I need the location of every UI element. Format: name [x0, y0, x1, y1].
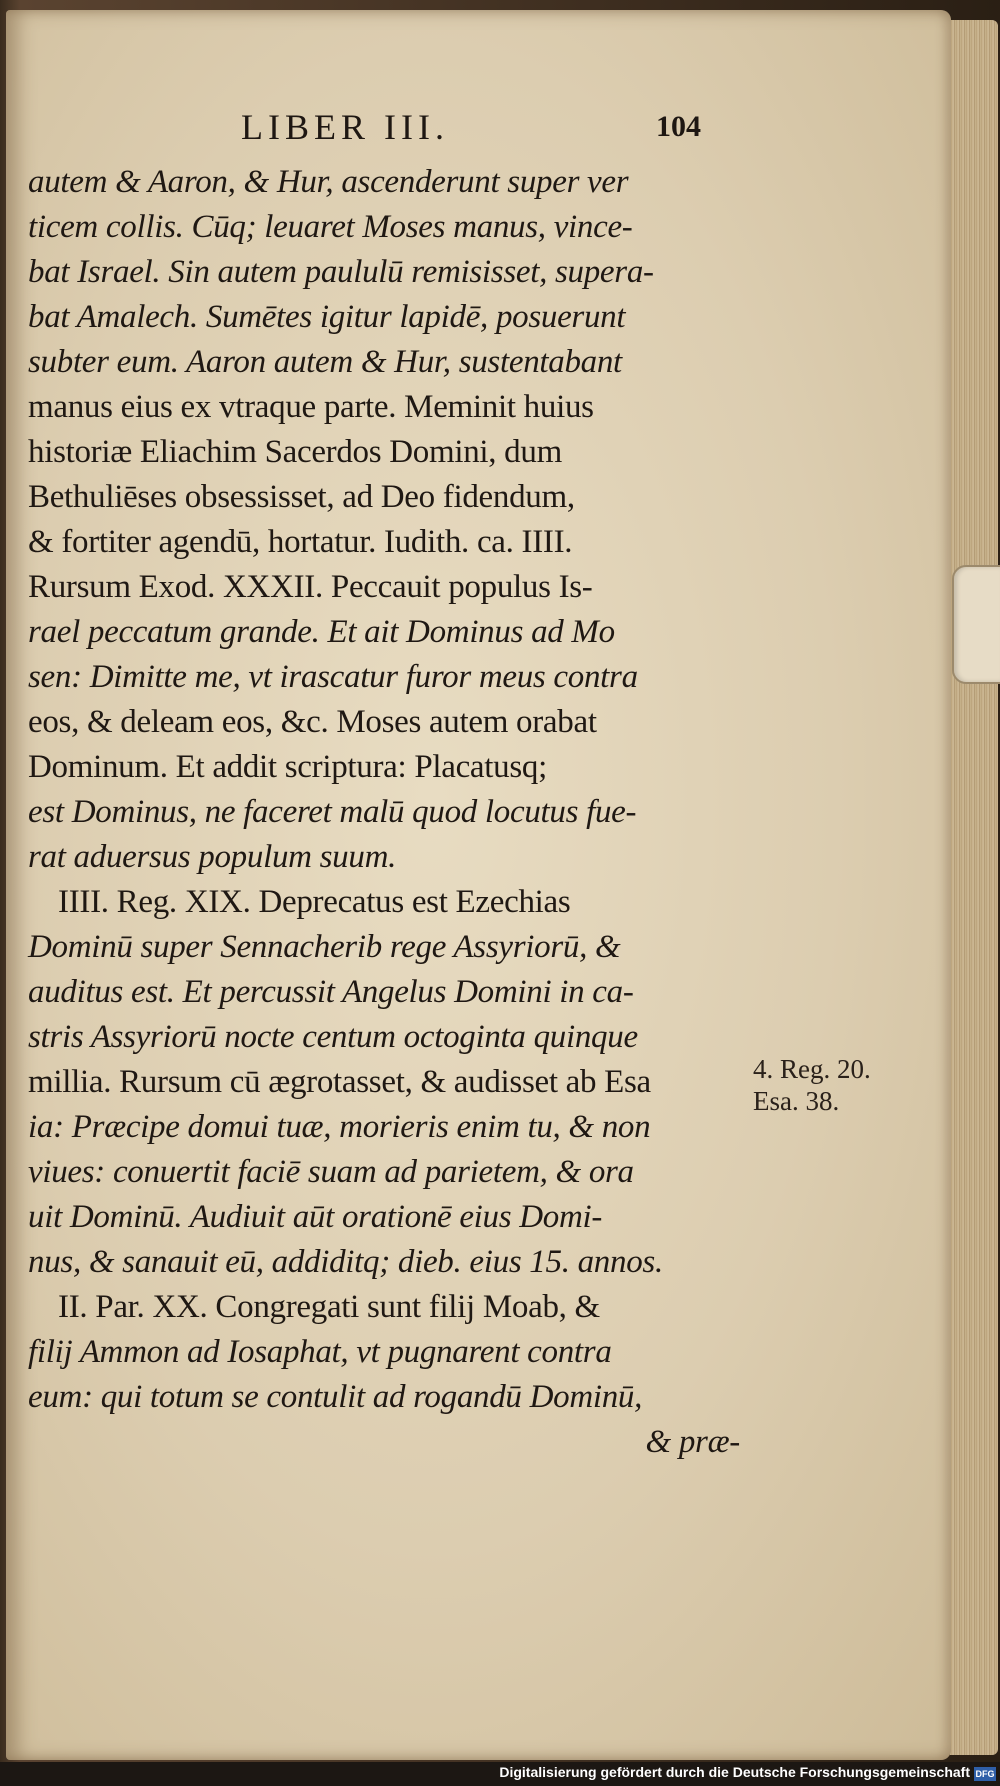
text-line: rael peccatum grande. Et ait Dominus ad Mo	[28, 614, 615, 650]
dfg-logo: DFG	[975, 1769, 995, 1779]
margin-note-line: 4. Reg. 20.	[753, 1054, 871, 1084]
text-line: Rursum Exod. XXXII. Peccauit populus Is-	[28, 569, 593, 605]
book-page	[6, 10, 951, 1760]
text-line: est Dominus, ne faceret malū quod locutus fue-	[28, 794, 637, 830]
text-line: Bethuliēses obsessisset, ad Deo fidendum,	[28, 479, 575, 515]
text-line: uit Dominū. Audiuit aūt orationē eius Domi-	[28, 1199, 603, 1235]
text-line: viues: conuertit faciē suam ad parietem, & ora	[28, 1154, 634, 1190]
text-line: eum: qui totum se contulit ad rogandū Dominū,	[28, 1379, 643, 1415]
text-line: bat Israel. Sin autem paululū remisisset, supera-	[28, 254, 654, 290]
text-line: eos, & deleam eos, &c. Moses autem orabat	[28, 704, 597, 740]
text-line: filij Ammon ad Iosaphat, vt pugnarent contra	[28, 1334, 612, 1370]
text-line: Dominum. Et addit scriptura: Placatusq;	[28, 749, 547, 785]
text-line: historiæ Eliachim Sacerdos Domini, dum	[28, 434, 562, 470]
page-number: 104	[656, 110, 701, 143]
text-line: manus eius ex vtraque parte. Meminit huius	[28, 389, 594, 425]
book-page-edges	[950, 20, 998, 1755]
text-line: & fortiter agendū, hortatur. Iudith. ca. IIII.	[28, 524, 573, 560]
text-line: nus, & sanauit eū, addiditq; dieb. eius 15. annos.	[28, 1244, 663, 1280]
text-line: II. Par. XX. Congregati sunt filij Moab, &	[58, 1289, 600, 1325]
text-line: auditus est. Et percussit Angelus Domini in ca-	[28, 974, 634, 1010]
catchword: & præ-	[645, 1424, 740, 1460]
text-line: sen: Dimitte me, vt irascatur furor meus contra	[28, 659, 638, 695]
main-text-block	[28, 160, 748, 1465]
page-tab-marker	[952, 565, 1000, 684]
text-line: ia: Præcipe domui tuæ, morieris enim tu, & non	[28, 1109, 651, 1145]
text-line: IIII. Reg. XIX. Deprecatus est Ezechias	[58, 884, 571, 920]
funding-credit: Digitalisierung gefördert durch die Deutsche Forschungsgemeinschaft	[499, 1764, 970, 1780]
text-line: autem & Aaron, & Hur, ascenderunt super ver	[28, 164, 629, 200]
margin-note-line: Esa. 38.	[753, 1086, 840, 1116]
text-line: bat Amalech. Sumētes igitur lapidē, posuerunt	[28, 299, 626, 335]
text-line: Dominū super Sennacherib rege Assyriorū, &	[28, 929, 621, 965]
running-head: LIBER III.	[241, 107, 449, 147]
text-line: stris Assyriorū nocte centum octoginta quinque	[28, 1019, 638, 1055]
text-line: rat aduersus populum suum.	[28, 839, 397, 875]
margin-note	[753, 1053, 913, 1117]
page-header	[6, 106, 951, 156]
text-line: millia. Rursum cū ægrotasset, & audisset ab Esa	[28, 1064, 651, 1100]
digitization-footer	[0, 1762, 1000, 1786]
text-line: subter eum. Aaron autem & Hur, sustentabant	[28, 344, 622, 380]
text-line: ticem collis. Cūq; leuaret Moses manus, vince-	[28, 209, 633, 245]
